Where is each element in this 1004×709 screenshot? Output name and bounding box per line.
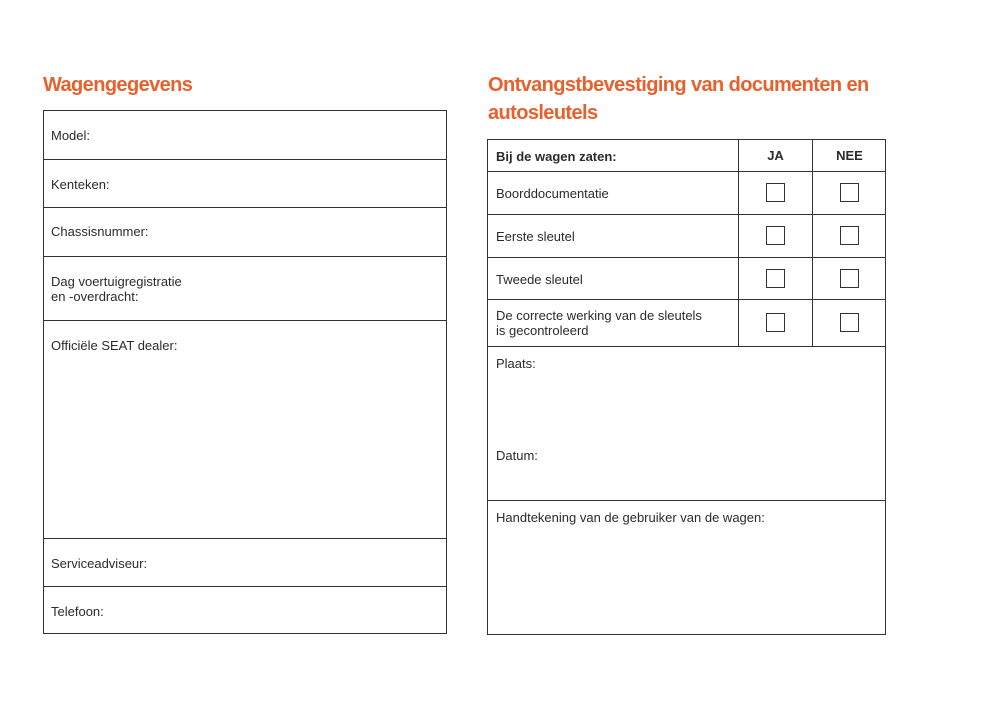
table-header-row [488, 140, 885, 172]
nee-cell [812, 300, 886, 346]
wagengegevens-table [43, 110, 447, 634]
werking-line1: De correcte werking van de sleutels [496, 308, 702, 323]
chassisnummer-label: Chassisnummer: [51, 224, 149, 239]
kenteken-field[interactable] [44, 160, 446, 208]
serviceadviseur-field[interactable] [44, 539, 446, 587]
model-label: Model: [51, 128, 91, 143]
row-label-boorddocumentatie: Boorddocumentatie [496, 186, 609, 201]
registratie-label-line1: Dag voertuigregistratie [51, 274, 182, 289]
registratie-field[interactable] [44, 257, 446, 321]
handtekening-field[interactable] [488, 501, 885, 634]
werking-line2: is gecontroleerd [496, 323, 589, 338]
ja-cell [738, 215, 812, 257]
ja-cell [738, 258, 812, 299]
ontvangstbevestiging-title: Ontvangstbevestiging van documenten en autosleutels [488, 74, 869, 124]
table-row [488, 172, 885, 215]
ja-cell [738, 300, 812, 346]
plaats-label: Plaats: [496, 356, 536, 371]
ontvangst-table [487, 139, 886, 635]
checkbox-ja-werking[interactable] [766, 313, 785, 332]
model-field[interactable] [44, 111, 446, 160]
nee-cell [812, 258, 886, 299]
header-ja: JA [738, 140, 812, 171]
checkbox-ja-tweede-sleutel[interactable] [766, 269, 785, 288]
registratie-label-line2: en -overdracht: [51, 289, 139, 304]
dealer-label: Officiële SEAT dealer: [51, 338, 178, 353]
row-label-tweede-sleutel: Tweede sleutel [496, 272, 583, 287]
row-label-eerste-sleutel: Eerste sleutel [496, 229, 575, 244]
table-row [488, 300, 885, 347]
telefoon-label: Telefoon: [51, 604, 104, 619]
datum-label: Datum: [496, 448, 538, 463]
nee-cell [812, 172, 886, 214]
checkbox-nee-werking[interactable] [840, 313, 859, 332]
checkbox-nee-eerste-sleutel[interactable] [840, 226, 859, 245]
checkbox-nee-tweede-sleutel[interactable] [840, 269, 859, 288]
plaats-datum-field[interactable] [488, 347, 885, 501]
table-row [488, 258, 885, 300]
handtekening-label: Handtekening van de gebruiker van de wagen: [496, 510, 765, 525]
checkbox-ja-eerste-sleutel[interactable] [766, 226, 785, 245]
serviceadviseur-label: Serviceadviseur: [51, 556, 148, 571]
table-row [488, 215, 885, 258]
checkbox-ja-boorddocumentatie[interactable] [766, 183, 785, 202]
checkbox-nee-boorddocumentatie[interactable] [840, 183, 859, 202]
chassisnummer-field[interactable] [44, 208, 446, 257]
dealer-field[interactable] [44, 321, 446, 539]
row-label-werking [496, 308, 726, 338]
nee-cell [812, 215, 886, 257]
kenteken-label: Kenteken: [51, 177, 110, 192]
header-nee: NEE [812, 140, 886, 171]
telefoon-field[interactable] [44, 587, 446, 633]
ja-cell [738, 172, 812, 214]
wagengegevens-title: Wagengegevens [43, 74, 193, 96]
header-label: Bij de wagen zaten: [496, 149, 617, 164]
